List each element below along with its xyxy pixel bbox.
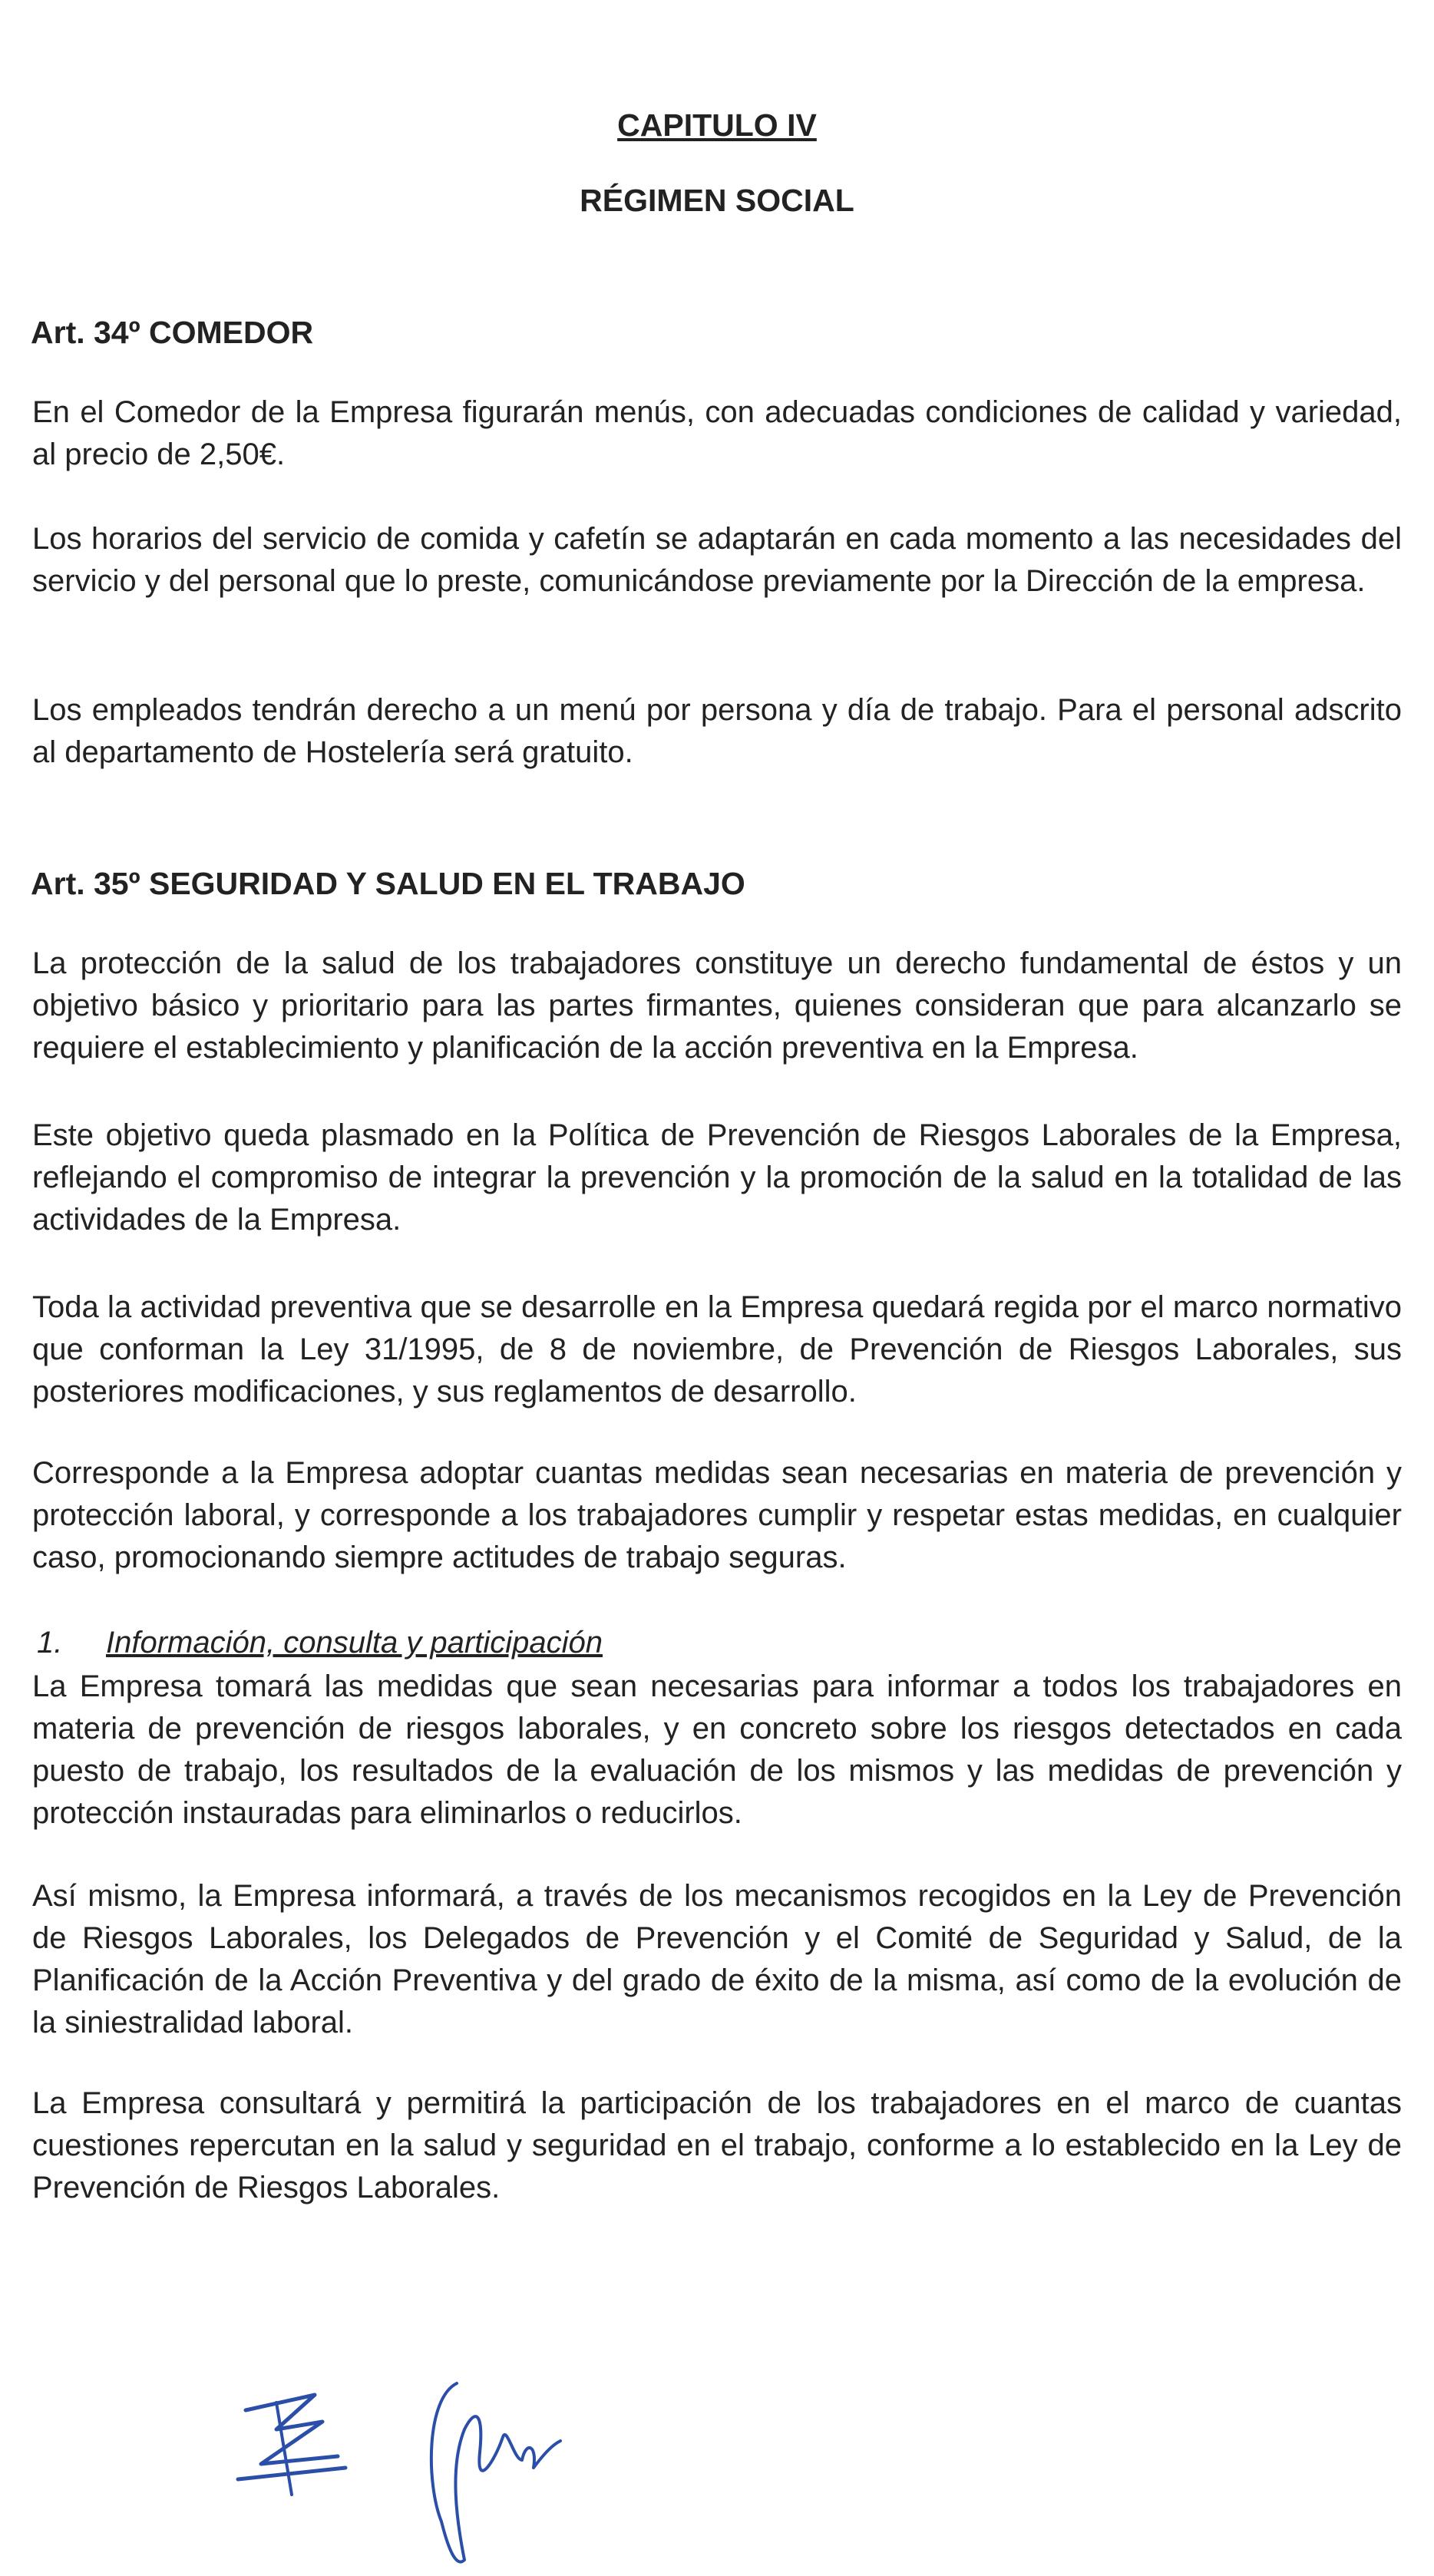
article-35-paragraph: Corresponde a la Empresa adoptar cuantas medidas sean necesarias en materia de prevención y protección laboral, y corresponde a los trabajadores cumplir y respetar estas medidas, en cualquier caso, promocionando siempre actitudes de trabajo seguras. xyxy=(32,1456,1402,1574)
chapter-title: CAPITULO IV xyxy=(617,107,817,143)
article-35-heading: Art. 35º SEGURIDAD Y SALUD EN EL TRABAJO xyxy=(31,866,745,901)
subsection-heading xyxy=(37,1626,603,1660)
article-34-heading: Art. 34º COMEDOR xyxy=(31,315,314,350)
subsection-number: 1. xyxy=(37,1626,63,1660)
article-34-paragraph: En el Comedor de la Empresa figurarán menús, con adecuadas condiciones de calidad y variedad, al precio de 2,50€. xyxy=(32,395,1402,471)
signature-left xyxy=(230,2387,353,2510)
chapter-subtitle: RÉGIMEN SOCIAL xyxy=(580,183,854,218)
subsection-paragraph: Así mismo, la Empresa informará, a través de los mecanismos recogidos en la Ley de Prevención de Riesgos Laborales, los Delegados de Prevención y el Comité de Seguridad y Salud, de la Planificación de la Acción Preventiva y del grado de éxito de la misma, así como de la evolución de la siniestralidad laboral. xyxy=(32,1879,1402,2039)
article-34-paragraph: Los horarios del servicio de comida y cafetín se adaptarán en cada momento a las necesidades del servicio y del personal que lo preste, comunicándose previamente por la Dirección de la empresa. xyxy=(32,522,1402,598)
signature-right xyxy=(411,2368,564,2575)
article-34-paragraph: Los empleados tendrán derecho a un menú por persona y día de trabajo. Para el personal adscrito al departamento de Hostelería será gratuito. xyxy=(32,693,1402,769)
subsection-paragraph: La Empresa consultará y permitirá la participación de los trabajadores en el marco de cuantas cuestiones repercutan en la salud y seguridad en el trabajo, conforme a lo establecido en la Ley de Prevención de Riesgos Laborales. xyxy=(32,2086,1402,2204)
subsection-title: Información, consulta y participación xyxy=(106,1626,603,1660)
article-35-paragraph: La protección de la salud de los trabajadores constituye un derecho fundamental de éstos y un objetivo básico y prioritario para las partes firmantes, quienes consideran que para alcanzarlo se requiere el establecimiento y planificación de la acción preventiva en la Empresa. xyxy=(32,946,1402,1065)
article-35-paragraph: Este objetivo queda plasmado en la Política de Prevención de Riesgos Laborales de la Empresa, reflejando el compromiso de integrar la prevención y la promoción de la salud en la totalidad de las actividades de la Empresa. xyxy=(32,1118,1402,1237)
article-35-paragraph: Toda la actividad preventiva que se desarrolle en la Empresa quedará regida por el marco normativo que conforman la Ley 31/1995, de 8 de noviembre, de Prevención de Riesgos Laborales, sus posteriores modificaciones, y sus reglamentos de desarrollo. xyxy=(32,1290,1402,1409)
subsection-paragraph: La Empresa tomará las medidas que sean necesarias para informar a todos los trabajadores en materia de prevención de riesgos laborales, y en concreto sobre los riesgos detectados en cada puesto de trabajo, los resultados de la evaluación de los mismos y las medidas de prevención y protección instauradas para eliminarlos o reducirlos. xyxy=(32,1669,1402,1830)
